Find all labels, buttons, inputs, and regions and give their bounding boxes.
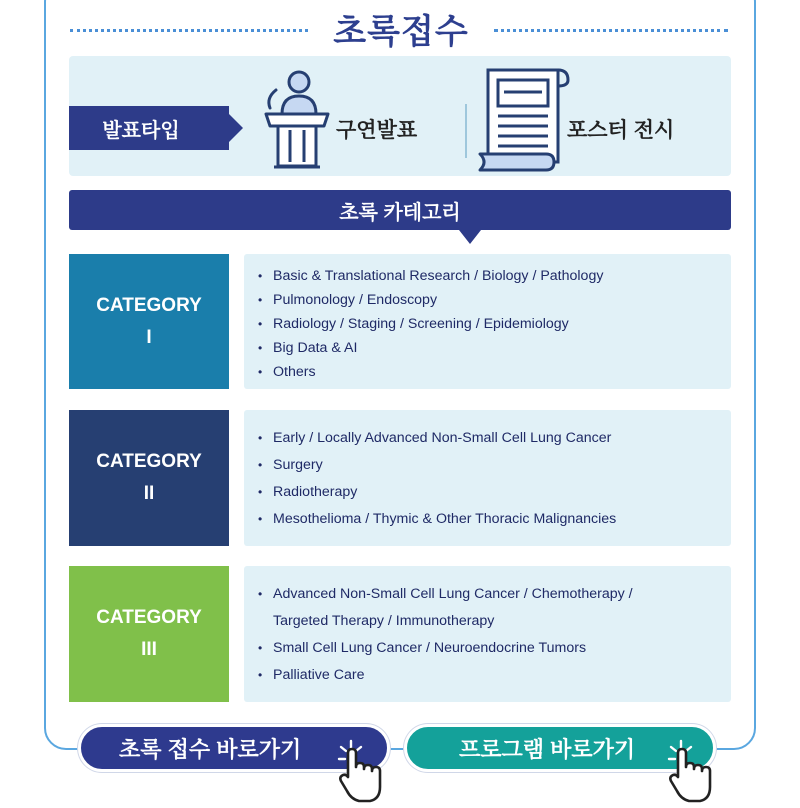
category-3-list — [244, 566, 731, 702]
poster-presentation-label: 포스터 전시 — [567, 119, 675, 142]
category-1-name: CATEGORY — [96, 294, 202, 316]
abstract-submission-label: 초록 접수 바로가기 — [119, 736, 302, 762]
list-item: • Mesothelioma / Thymic & Other Thoracic Malignancies — [258, 506, 731, 533]
podium-icon — [262, 68, 332, 172]
category-1-numeral: I — [146, 326, 152, 348]
oral-presentation-label: 구연발표 — [336, 119, 418, 142]
type-divider — [465, 104, 467, 158]
list-item: • Radiology / Staging / Screening / Epidemiology — [258, 312, 731, 336]
list-item: • Early / Locally Advanced Non-Small Cell Lung Cancer — [258, 425, 731, 452]
list-item: • Radiotherapy — [258, 479, 731, 506]
category-2-list — [244, 410, 731, 546]
list-item: • Pulmonology / Endoscopy — [258, 288, 731, 312]
title-divider-right — [494, 29, 728, 32]
list-item: • Advanced Non-Small Cell Lung Cancer / Chemotherapy / — [258, 581, 731, 608]
category-3-name: CATEGORY — [96, 607, 202, 628]
pointer-hand-icon — [667, 735, 725, 805]
category-header — [69, 190, 731, 230]
list-item-continuation: Targeted Therapy / Immunotherapy — [273, 613, 495, 629]
category-header-pointer — [459, 230, 481, 244]
program-button-label: 프로그램 바로가기 — [459, 736, 636, 762]
list-item: • Surgery — [258, 452, 731, 479]
category-2-name: CATEGORY — [96, 451, 202, 472]
title-divider-left — [70, 29, 308, 32]
list-item: • Basic & Translational Research / Biology / Pathology — [258, 264, 731, 288]
category-2-numeral: II — [143, 483, 155, 504]
list-item: • Palliative Care — [258, 662, 731, 689]
category-3-numeral: III — [141, 639, 157, 660]
list-item: • Big Data & AI — [258, 336, 731, 360]
abstract-submission-button[interactable] — [78, 724, 390, 772]
section-title-row — [0, 0, 800, 60]
category-1-list — [244, 254, 731, 389]
pointer-hand-icon — [337, 735, 395, 805]
list-item: • Small Cell Lung Cancer / Neuroendocrine Tumors — [258, 635, 731, 662]
list-item: • Others — [258, 360, 731, 384]
page-title: 초록접수 — [320, 4, 482, 53]
category-1-badge — [69, 254, 229, 389]
category-3-badge — [69, 566, 229, 702]
program-button[interactable] — [404, 724, 716, 772]
category-header-label: 초록 카테고리 — [339, 201, 461, 224]
presentation-type-tag: 발표타입 — [69, 106, 229, 150]
poster-scroll-icon — [476, 64, 572, 174]
category-2-badge — [69, 410, 229, 546]
